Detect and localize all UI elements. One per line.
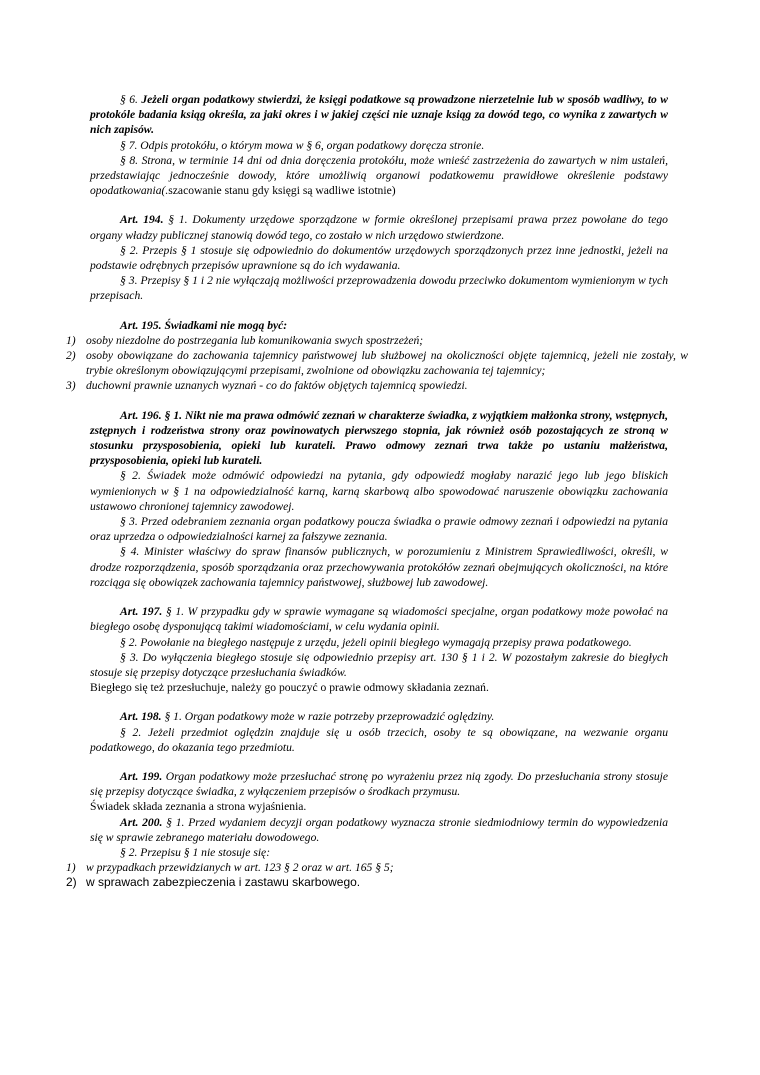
article-196-par-3: § 3. Przed odebraniem zeznania organ podatkowy poucza świadka o prawie odmowy zeznań i odpowiedzi na pytania oraz uprzedza o odpowiedzialności karnej za fałszywe zeznania. xyxy=(90,515,668,544)
article-199-note: Świadek składa zeznania a strona wyjaśnienia. xyxy=(90,800,307,814)
article-194-par-3: § 3. Przepisy § 1 i 2 nie wyłączają możliwości przeprowadzenia dowodu przeciwko dokumentom wymienionym w tych przepisach. xyxy=(90,274,668,303)
article-195-list-item-1: 1) osoby niezdolne do postrzegania lub komunikowania swych spostrzeżeń; xyxy=(66,333,424,347)
article-198-par-1: Art. 198. § 1. Organ podatkowy może w razie potrzeby przeprowadzić oględziny. xyxy=(120,710,495,724)
article-197-par-3: § 3. Do wyłączenia biegłego stosuje się odpowiednio przepisy art. 130 § 1 i 2. W pozostałym zakresie do biegłych stosuje się przepisy dotyczące przesłuchania świadków. xyxy=(90,650,668,679)
article-197-par-1: Art. 197. § 1. W przypadku gdy w sprawie wymagane są wiadomości specjalne, organ podatkowy może powołać na biegłego osobę dysponującą takimi wiadomościami, w celu wydania opinii. xyxy=(90,605,668,634)
article-200-list-item-1: 1) w przypadkach przewidzianych w art. 123 § 2 oraz w art. 165 § 5; xyxy=(66,861,394,875)
article-194-par-1: Art. 194. § 1. Dokumenty urzędowe sporządzone w formie określonej przepisami prawa przez powołane do tego organy władzy publicznej stanowią dowód tego, co zostało w nich urzędowo stwierdzone. xyxy=(90,213,668,242)
paragraph-s1: § 6. Jeżeli organ podatkowy stwierdzi, że księgi podatkowe są prowadzone nierzetelnie lub w sposób wadliwy, to w protokóle badania ksiąg określa, za jaki okres i w jakiej części nie uznaje ksiąg za dowód tego, co wynika z zawartych w nich zapisów. xyxy=(90,93,668,137)
article-198-par-2: § 2. Jeżeli przedmiot oględzin znajduje się u osób trzecich, osoby te są obowiązane, na wezwanie organu podatkowego, do okazania tego przedmiotu. xyxy=(90,725,668,754)
article-200-par-2: § 2. Przepisu § 1 nie stosuje się: xyxy=(120,845,271,859)
article-199: Art. 199. Organ podatkowy może przesłuchać stronę po wyrażeniu przez nią zgody. Do przesłuchania strony stosuje się przepisy dotyczące świadka, z wyłączeniem przepisów o środkach przymusu. xyxy=(90,769,668,799)
article-200-list-item-2: 2) w sprawach zabezpieczenia i zastawu skarbowego. xyxy=(66,875,361,890)
article-197-note: Biegłego się też przesłuchuje, należy go pouczyć o prawie odmowy składania zeznań. xyxy=(90,681,489,695)
article-196-par-4: § 4. Minister właściwy do spraw finansów publicznych, w porozumieniu z Ministrem Sprawiedliwości, określi, w drodze rozporządzenia, sposób sporządzania oraz przechowywania protokółów zeznań obejmujących okoliczności, na które rozciąga się obowiązek zachowania tajemnicy państwowej, służbowej lub zawodowej. xyxy=(90,545,668,589)
article-200-par-1: Art. 200. § 1. Przed wydaniem decyzji organ podatkowy wyznacza stronie siedmiodniowy termin do wypowiedzenia się w sprawie zebranego materiału dowodowego. xyxy=(90,815,668,844)
article-195-heading: Art. 195. Świadkami nie mogą być: xyxy=(120,318,288,332)
document-page xyxy=(66,92,688,890)
paragraph-s3: § 8. Strona, w terminie 14 dni od dnia doręczenia protokółu, może wnieść zastrzeżenia do zawartych w nim ustaleń, przedstawiając jednocześnie dowody, które umożliwią organowi podatkowemu prawidłowe określenie podstawy opodatkowania(.szacowanie stanu gdy księgi są wadliwe istotnie) xyxy=(90,153,668,198)
article-196-par-2: § 2. Świadek może odmówić odpowiedzi na pytania, gdy odpowiedź mogłaby narazić jego lub jego bliskich wymienionych w § 1 na odpowiedzialność karną, karną skarbową albo spowodować naruszenie obowiązku zachowania ustawowo chronionej tajemnicy zawodowej. xyxy=(90,469,668,513)
article-197-par-2: § 2. Powołanie na biegłego następuje z urzędu, jeżeli opinii biegłego wymagają przepisy prawa podatkowego. xyxy=(120,635,632,649)
article-195-list-item-3: 3) duchowni prawnie uznanych wyznań - co do faktów objętych tajemnicą spowiedzi. xyxy=(66,379,468,393)
paragraph-s2: § 7. Odpis protokółu, o którym mowa w § 6, organ podatkowy doręcza stronie. xyxy=(120,138,485,152)
article-195-list-item-2: 2) osoby obowiązane do zachowania tajemnicy państwowej lub służbowej na okoliczności objęte tajemnicą, jeżeli nie zostały, w trybie określonym obowiązującymi przepisami, zwolnione od obowiązku zachowania tej tajemnicy; xyxy=(66,349,688,378)
article-196-par-1: Art. 196. § 1. Nikt nie ma prawa odmówić zeznań w charakterze świadka, z wyjątkiem małżonka strony, wstępnych, zstępnych i rodzeństwa strony oraz powinowatych pierwszego stopnia, jak również osób pozostających ze stroną w stosunku przysposobienia, opieki lub kurateli. Prawo odmowy zeznań trwa także po ustaniu małżeństwa, przysposobienia, opieki lub kurateli. xyxy=(90,408,668,468)
article-194-par-2: § 2. Przepis § 1 stosuje się odpowiednio do dokumentów urzędowych sporządzonych przez inne jednostki, jeżeli na podstawie odrębnych przepisów uprawnione są do ich wydawania. xyxy=(90,243,668,273)
